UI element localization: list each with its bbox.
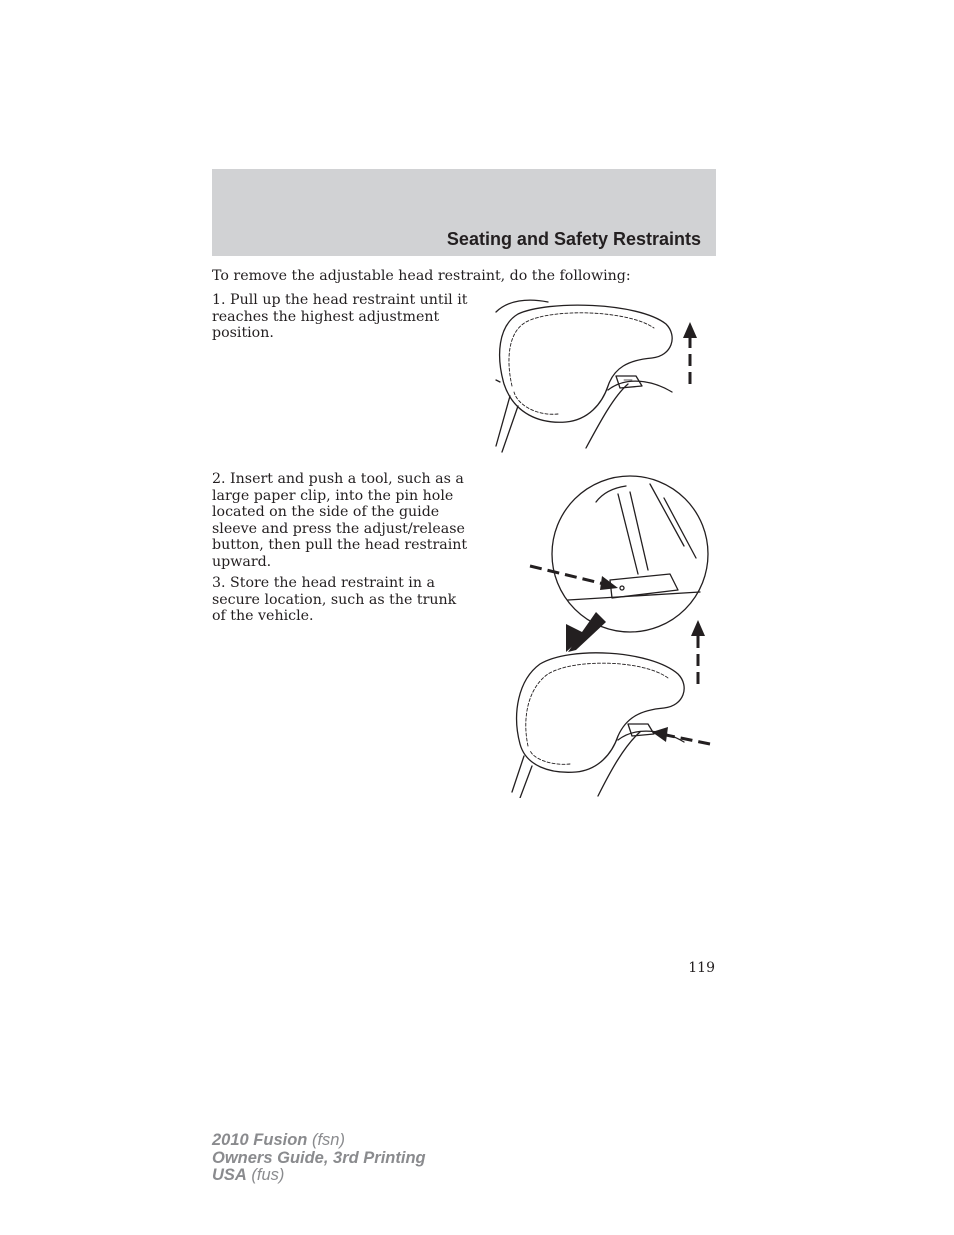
footer-line-2: Owners Guide, 3rd Printing	[212, 1148, 426, 1167]
section-title: Seating and Safety Restraints	[446, 229, 701, 249]
section-header-band	[212, 169, 716, 256]
pin-hole-release-illustration	[500, 474, 720, 798]
step-3-text: 3. Store the head restraint in a secure location, such as the trunk of the vehicle.	[212, 575, 457, 624]
up-arrow-icon	[683, 322, 697, 384]
step-1-text: 1. Pull up the head restraint until it reaches the highest adjustment position.	[212, 292, 468, 341]
headrest-outline	[500, 305, 673, 422]
headrest-outline	[517, 653, 685, 772]
page-number: 119	[688, 960, 715, 976]
footer-line-3: USA (fus)	[212, 1166, 285, 1184]
footer-document-info	[212, 1132, 426, 1185]
side-arrow-icon	[652, 727, 710, 744]
head-restraint-raise-illustration	[488, 296, 708, 454]
footer-line-1: 2010 Fusion (fsn)	[212, 1131, 345, 1149]
intro-paragraph: To remove the adjustable head restraint, do the following:	[212, 268, 631, 284]
step-2-text: 2. Insert and push a tool, such as a large paper clip, into the pin hole located on the side of the guide sleeve and press the adjust/release button, then pull the head restraint upward.	[212, 471, 468, 570]
magnified-detail-circle	[552, 476, 708, 632]
up-arrow-icon	[691, 620, 705, 684]
